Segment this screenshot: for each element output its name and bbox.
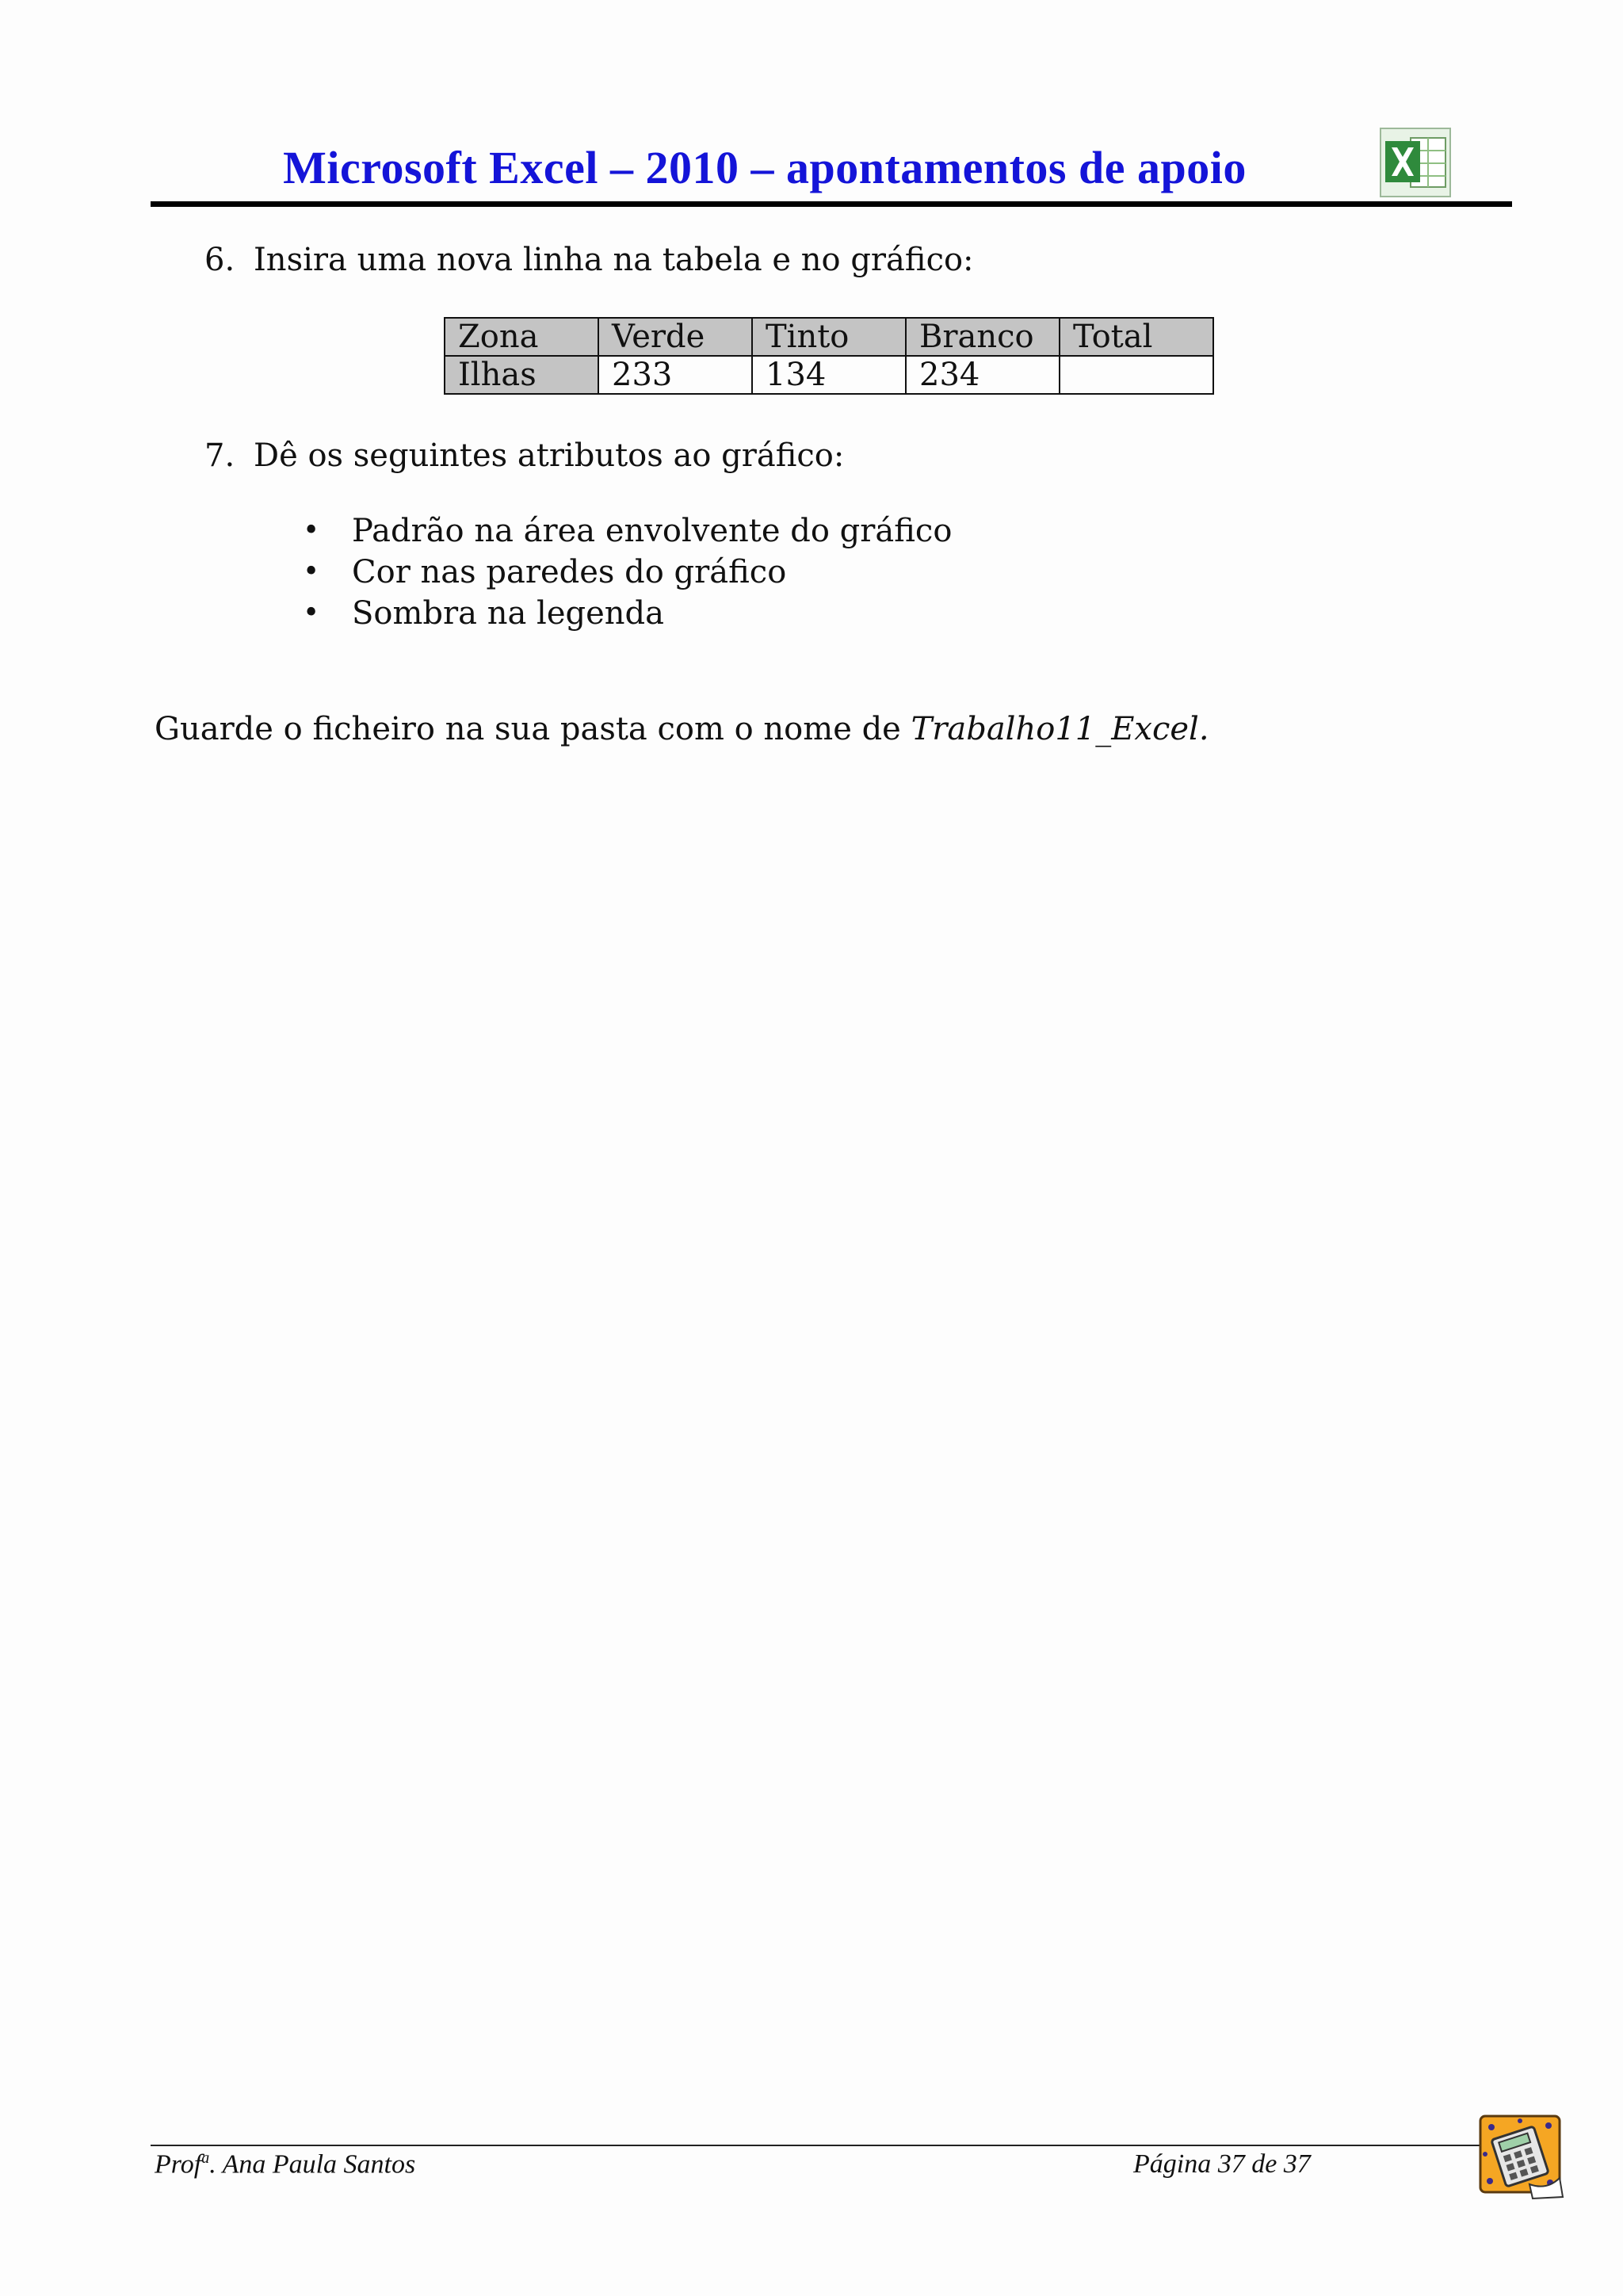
footer-author — [155, 2149, 415, 2179]
list-item: • Padrão na área envolvente do gráfico — [303, 510, 952, 552]
table-header-cell: Branco — [906, 318, 1060, 356]
table-cell: 234 — [906, 356, 1060, 394]
save-filename: Trabalho11_Excel. — [911, 711, 1209, 747]
data-table — [444, 317, 1214, 395]
table-header-row — [445, 318, 1213, 356]
instruction-text: Dê os seguintes atributos ao gráfico: — [254, 437, 845, 474]
save-instruction — [155, 709, 1209, 749]
excel-logo-icon — [1379, 127, 1452, 198]
list-item: • Cor nas paredes do gráfico — [303, 552, 952, 593]
list-item: • Sombra na legenda — [303, 593, 952, 634]
table-cell: 134 — [752, 356, 906, 394]
table-cell — [1060, 356, 1213, 394]
instruction-number: 7. — [204, 437, 235, 474]
author-sup: a — [201, 2149, 210, 2167]
footer-divider — [151, 2145, 1498, 2146]
instruction-7 — [204, 436, 844, 476]
save-instruction-text: Guarde o ficheiro na sua pasta com o nome de — [155, 711, 911, 747]
author-name: . Ana Paula Santos — [209, 2149, 416, 2179]
instruction-text: Insira uma nova linha na tabela e no gráfico: — [254, 242, 974, 278]
author-prefix: Prof — [155, 2149, 202, 2179]
attribute-list — [303, 510, 952, 634]
page-title: Microsoft Excel – 2010 – apontamentos de apoio — [283, 142, 1247, 193]
table-cell: Ilhas — [445, 356, 598, 394]
header-divider — [151, 201, 1512, 207]
calculator-clipart-icon — [1474, 2108, 1569, 2203]
table-header-cell: Verde — [598, 318, 752, 356]
instruction-number: 6. — [204, 242, 235, 278]
instruction-6 — [204, 240, 974, 280]
table-header-cell: Tinto — [752, 318, 906, 356]
table-header-cell: Zona — [445, 318, 598, 356]
table-cell: 233 — [598, 356, 752, 394]
table-row — [445, 356, 1213, 394]
page-number: Página 37 de 37 — [1133, 2149, 1311, 2179]
table-header-cell: Total — [1060, 318, 1213, 356]
